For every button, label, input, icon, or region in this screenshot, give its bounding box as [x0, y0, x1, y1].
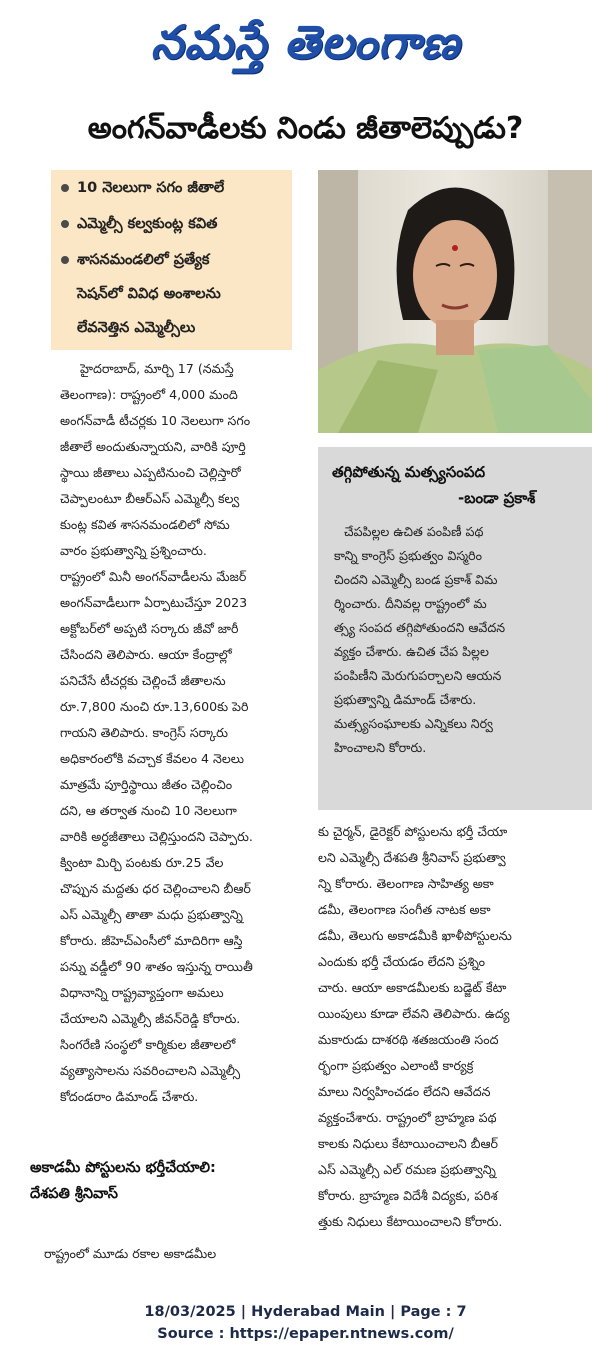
bullet-icon: [61, 220, 69, 228]
article-line: ర్భంగా ప్రభుత్వం ఎలాంటి కార్యక్ర: [318, 1058, 474, 1073]
highlight-item: 10 నెలలుగా సగం జీతాలే: [61, 180, 224, 200]
article-line: గాయని తెలిపారు. కాంగ్రెస్ సర్కారు: [60, 725, 228, 740]
article-line: డమీ, తెలుగు అకాడమీకి ఖాళీపోస్టులను: [318, 928, 512, 943]
newspaper-logo: నమస్తే తెలంగాణ: [150, 15, 461, 69]
subheading: దేశపతి శ్రీనివాస్: [30, 1186, 118, 1202]
bullet-icon: [61, 184, 69, 192]
sidebar-line: హించాలని కోరారు.: [334, 740, 427, 755]
article-line: యింపులు కూడా లేవని తెలిపారు. ఉద్య: [318, 1006, 510, 1021]
highlights-box: [51, 170, 292, 350]
footer-edition-info: 18/03/2025 | Hyderabad Main | Page : 7: [144, 1304, 467, 1320]
article-line: రాష్ట్రంలో మూడు రకాల అకాడమీల: [44, 1246, 217, 1261]
masthead: [0, 0, 611, 85]
article-line: న్ని కోరారు. తెలంగాణ సాహిత్య అకా: [318, 876, 494, 891]
subheading: అకాడమీ పోస్టులను భర్తీచేయాలి:: [30, 1160, 216, 1176]
article-line: డమీ, తెలంగాణ సంగీత నాటక అకా: [318, 902, 491, 917]
highlight-item: ఎమ్మెల్సీ కల్వకుంట్ల కవిత: [61, 216, 217, 236]
footer-source-link[interactable]: Source : https://epaper.ntnews.com/: [157, 1326, 454, 1342]
article-line: రూ.7,800 నుంచి రూ.13,600కు పెరి: [60, 699, 249, 714]
article-line: విధానాన్ని రాష్ట్రవ్యాప్తంగా అమలు: [60, 985, 224, 1000]
article-line: కుంట్ల కవిత శాసనమండలిలో సోమ: [60, 517, 230, 532]
article-line: అక్టోబర్‌లో అప్పటి సర్కారు జీవో జారీ: [60, 621, 239, 636]
headline: అంగన్‌వాడీలకు నిండు జీతాలెప్పుడు?: [87, 111, 524, 146]
article-line: మాత్రమే పూర్తిస్థాయి జీతం చెల్లించిం: [60, 777, 233, 792]
article-line: తెలంగాణ): రాష్ట్రంలో 4,000 మంది: [60, 387, 238, 402]
article-line: హైదరాబాద్, మార్చి 17 (నమస్తే: [80, 361, 234, 376]
article-line: చొప్పున మద్దతు ధర చెల్లించాలని బీఆర్: [60, 881, 251, 896]
sidebar-line: వ్యక్తం చేశారు. ఉచిత చేప పిల్లల: [334, 644, 489, 659]
article-line: వారం ప్రభుత్వాన్ని ప్రశ్నించారు.: [60, 543, 207, 558]
photo: [318, 170, 592, 433]
sidebar-box: [318, 447, 592, 810]
article-line: చారు. ఆయా అకాడమీలకు బడ్జెట్ కేటా: [318, 980, 507, 995]
article-line: చెప్పాలంటూ బీఆర్‌ఎస్ ఎమ్మెల్సీ కల్వ: [60, 491, 240, 506]
article-line: పన్ను వడ్డీలో 90 శాతం ఇస్తున్న రాయితీ: [60, 959, 253, 974]
article-line: ఎస్ ఎమ్మెల్సీ ఎల్ రమణ ప్రభుత్వాన్ని: [318, 1162, 496, 1177]
sidebar-line: పంపిణీని మెరుగుపర్చాలని ఆయన: [334, 668, 502, 683]
article-line: కోరారు. బ్రాహ్మణ విదేశీ విద్యకు, పరిశ: [318, 1188, 498, 1203]
article-line: చేసిందని తెలిపారు. ఆయా కేంద్రాల్లో: [60, 647, 232, 662]
highlight-item-continued: సెషన్‌లో వివిధ అంశాలను: [77, 286, 221, 302]
bullet-icon: [61, 256, 69, 264]
article-line: కోదండరాం డిమాండ్ చేశారు.: [60, 1089, 199, 1104]
article-line: వారికి అర్ధజీతాలు చెల్లిస్తుందని చెప్పారు.: [60, 829, 253, 844]
article-line: వ్యత్యాసాలను సవరించాలని ఎమ్మెల్సీ: [60, 1063, 241, 1078]
article-line: వ్యక్తంచేశారు. రాష్ట్రంలో బ్రాహ్మణ పథ: [318, 1110, 497, 1125]
article-line: రాష్ట్రంలో మినీ అంగన్‌వాడీలను మేజర్: [60, 569, 247, 584]
article-line: క్వింటా మిర్చి పంటకు రూ.25 వేల: [60, 855, 224, 870]
article-line: అంగన్‌వాడీలుగా ఏర్పాటుచేస్తూ 2023: [60, 595, 248, 610]
article-line: పనిచేసే టీచర్లకు చెల్లించే జీతాలను: [60, 673, 226, 688]
sidebar-line: ర్శించారు. దీనివల్ల రాష్ట్రంలో మ: [334, 596, 487, 611]
sidebar-line: ప్రభుత్వాన్ని డిమాండ్ చేశారు.: [334, 692, 477, 707]
article-line: మాలు నిర్వహించడం లేదని ఆవేదన: [318, 1084, 491, 1099]
sidebar-line: మత్స్యసంఘాలకు ఎన్నికలు నిర్వ: [334, 716, 493, 731]
highlight-item-continued: లేవనెత్తిన ఎమ్మెల్సీలు: [77, 320, 196, 336]
sidebar-line: కాన్ని కాంగ్రెస్ ప్రభుత్వం విస్మరిం: [334, 548, 482, 563]
portrait-image: [318, 170, 592, 433]
article-line: కోరారు. జీహెచ్ఎంసీలో మాదిరిగా ఆస్తి: [60, 933, 243, 948]
article-line: ఎందుకు భర్తీ చేయడం లేదని ప్రశ్నిం: [318, 954, 486, 969]
article-line: అంగన్‌వాడీ టీచర్లకు 10 నెలలుగా సగం: [60, 413, 251, 428]
article-line: కు చైర్మన్, డైరెక్టర్ పోస్టులను భర్తీ చేయా: [318, 824, 508, 839]
highlight-item: శాసనమండలిలో ప్రత్యేక: [61, 252, 209, 272]
sidebar-line: త్స్య సంపద తగ్గిపోతుందని ఆవేదన: [334, 620, 506, 635]
article-line: స్థాయి జీతాలు ఎప్పటినుంచి చెల్లిస్తారో: [60, 465, 241, 480]
article-line: త్తుకు నిధులు కేటాయించాలని కోరారు.: [318, 1214, 503, 1229]
article-line: కాలకు నిధులు కేటాయించాలని బీఆర్: [318, 1136, 498, 1151]
article-line: లని ఎమ్మెల్సీ దేశపతి శ్రీనివాస్ ప్రభుత్వా: [318, 850, 506, 865]
article-line: జీతాలే అందుతున్నాయని, వారికి పూర్తి: [60, 439, 246, 454]
article-line: మకారుడు దాశరథి శతజయంతి సంద: [318, 1032, 499, 1047]
article-line: చేయాలని ఎమ్మెల్సీ జీవన్‌రెడ్డి కోరారు.: [60, 1011, 241, 1026]
article-line: దని, ఆ తర్వాత నుంచి 10 నెలలుగా: [60, 803, 237, 818]
sidebar-line: చిందని ఎమ్మెల్సీ బండ ప్రకాశ్ విమ: [334, 572, 498, 587]
article-line: సింగరేణి సంస్థలో కార్మికుల జీతాలలో: [60, 1037, 236, 1052]
article-line: ఎస్ ఎమ్మెల్సీ తాతా మధు ప్రభుత్వాన్ని: [60, 907, 243, 922]
sidebar-line: చేపపిల్లల ఉచిత పంపిణీ పథ: [344, 524, 484, 539]
sidebar-author: -బండా ప్రకాశ్: [458, 489, 536, 507]
sidebar-title: తగ్గిపోతున్న మత్స్యసంపద: [332, 463, 486, 481]
article-line: అధికారంలోకి వచ్చాక కేవలం 4 నెలలు: [60, 751, 245, 766]
